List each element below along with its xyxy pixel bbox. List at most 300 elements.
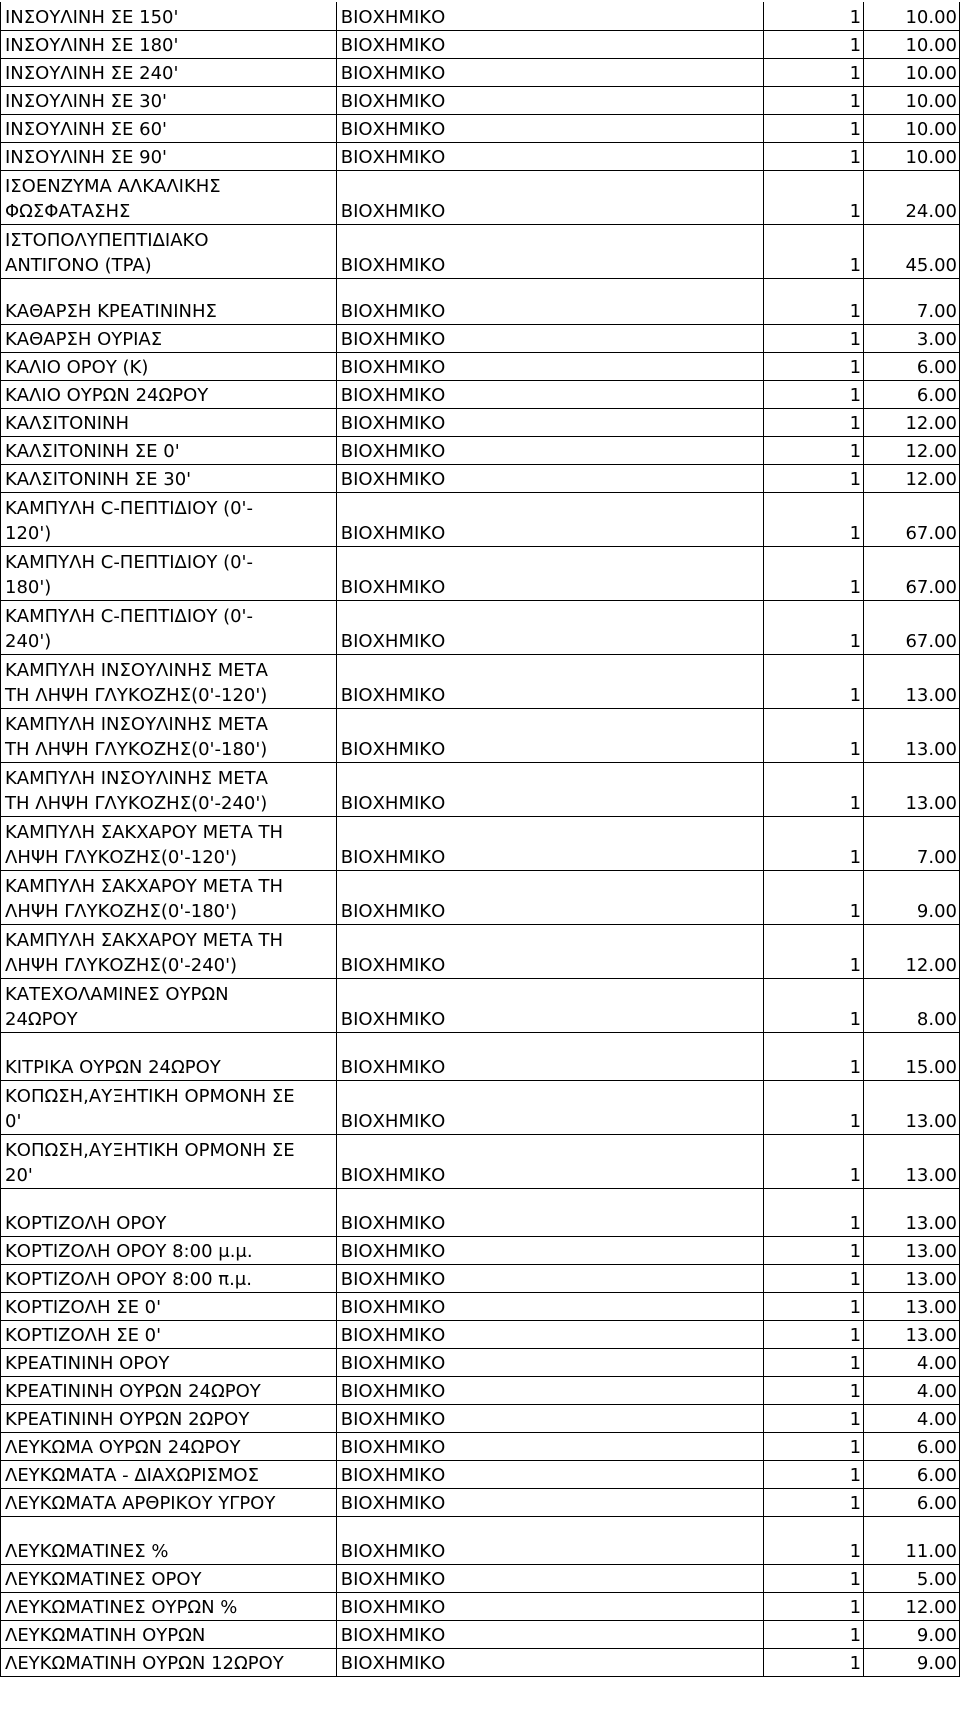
price-cell xyxy=(864,114,960,142)
quantity-cell xyxy=(764,1432,864,1460)
quantity-cell xyxy=(764,1348,864,1376)
quantity-cell xyxy=(764,1320,864,1348)
category-cell xyxy=(336,436,763,464)
quantity-cell xyxy=(764,1264,864,1292)
quantity-text: 1 xyxy=(849,846,862,868)
table-row xyxy=(1,1376,960,1404)
price-text: 13.00 xyxy=(905,1110,957,1132)
quantity-cell xyxy=(764,924,864,978)
exam-name-text: ΚΟΠΩΣΗ,ΑΥΞΗΤΙΚΗ ΟΡΜΟΝΗ ΣΕ 0' xyxy=(5,1085,295,1132)
price-text: 9.00 xyxy=(916,900,957,922)
category-cell xyxy=(336,816,763,870)
exam-name-text: ΚΟΡΤΙΖΟΛΗ ΣΕ 0' xyxy=(5,1296,162,1318)
quantity-text: 1 xyxy=(849,62,862,84)
quantity-cell xyxy=(764,1376,864,1404)
exam-name-cell xyxy=(1,464,337,492)
category-cell xyxy=(336,1376,763,1404)
category-text: ΒΙΟΧΗΜΙΚΟ xyxy=(340,954,446,976)
price-cell xyxy=(864,816,960,870)
price-text: 10.00 xyxy=(905,62,957,84)
table-row xyxy=(1,2,960,30)
exam-name-text: ΙΝΣΟΥΛΙΝΗ ΣΕ 60' xyxy=(5,118,167,140)
category-text: ΒΙΟΧΗΜΙΚΟ xyxy=(340,1624,446,1646)
table-row xyxy=(1,324,960,352)
price-cell xyxy=(864,1292,960,1320)
price-cell xyxy=(864,978,960,1032)
quantity-text: 1 xyxy=(849,1380,862,1402)
category-text: ΒΙΟΧΗΜΙΚΟ xyxy=(340,684,446,706)
category-text: ΒΙΟΧΗΜΙΚΟ xyxy=(340,1540,446,1562)
quantity-text: 1 xyxy=(849,954,862,976)
price-text: 4.00 xyxy=(916,1408,957,1430)
price-cell xyxy=(864,1488,960,1516)
exam-name-text: ΛΕΥΚΩΜΑ ΟΥΡΩΝ 24ΩΡΟΥ xyxy=(5,1436,241,1458)
category-cell xyxy=(336,762,763,816)
exam-name-cell xyxy=(1,816,337,870)
category-cell xyxy=(336,600,763,654)
price-cell xyxy=(864,1404,960,1432)
category-cell xyxy=(336,1348,763,1376)
exam-name-text: ΚΑΜΠΥΛΗ C-ΠΕΠΤΙΔΙΟΥ (0'- 120') xyxy=(5,497,253,544)
price-cell xyxy=(864,1134,960,1188)
price-text: 10.00 xyxy=(905,34,957,56)
category-text: ΒΙΟΧΗΜΙΚΟ xyxy=(340,522,446,544)
price-cell xyxy=(864,1564,960,1592)
category-text: ΒΙΟΧΗΜΙΚΟ xyxy=(340,62,446,84)
exam-name-text: ΚΑΘΑΡΣΗ ΚΡΕΑΤΙΝΙΝΗΣ xyxy=(5,300,217,322)
price-text: 6.00 xyxy=(916,1436,957,1458)
category-text: ΒΙΟΧΗΜΙΚΟ xyxy=(340,1110,446,1132)
category-cell xyxy=(336,1188,763,1236)
exam-name-cell xyxy=(1,492,337,546)
price-cell xyxy=(864,1592,960,1620)
quantity-text: 1 xyxy=(849,522,862,544)
price-text: 13.00 xyxy=(905,1164,957,1186)
quantity-text: 1 xyxy=(849,300,862,322)
table-row xyxy=(1,600,960,654)
exam-name-text: ΚΟΠΩΣΗ,ΑΥΞΗΤΙΚΗ ΟΡΜΟΝΗ ΣΕ 20' xyxy=(5,1139,295,1186)
category-cell xyxy=(336,1264,763,1292)
table-row xyxy=(1,224,960,278)
quantity-text: 1 xyxy=(849,1296,862,1318)
quantity-text: 1 xyxy=(849,468,862,490)
quantity-text: 1 xyxy=(849,1212,862,1234)
category-text: ΒΙΟΧΗΜΙΚΟ xyxy=(340,1408,446,1430)
exam-name-text: ΚΑΜΠΥΛΗ ΣΑΚΧΑΡΟΥ ΜΕΤΑ ΤΗ ΛΗΨΗ ΓΛΥΚΟΖΗΣ(0'-120') xyxy=(5,821,284,868)
quantity-cell xyxy=(764,546,864,600)
category-cell xyxy=(336,1648,763,1676)
exam-name-cell xyxy=(1,2,337,30)
price-cell xyxy=(864,58,960,86)
price-cell xyxy=(864,1620,960,1648)
price-text: 13.00 xyxy=(905,684,957,706)
exam-name-text: ΚΙΤΡΙΚΑ ΟΥΡΩΝ 24ΩΡΟΥ xyxy=(5,1056,221,1078)
table-row xyxy=(1,1236,960,1264)
price-list-table xyxy=(0,2,960,1677)
category-cell xyxy=(336,86,763,114)
category-cell xyxy=(336,1236,763,1264)
exam-name-cell xyxy=(1,1564,337,1592)
exam-name-cell xyxy=(1,1264,337,1292)
exam-name-cell xyxy=(1,708,337,762)
category-text: ΒΙΟΧΗΜΙΚΟ xyxy=(340,34,446,56)
quantity-cell xyxy=(764,352,864,380)
exam-name-cell xyxy=(1,278,337,324)
exam-name-text: ΚΑΤΕΧΟΛΑΜΙΝΕΣ ΟΥΡΩΝ 24ΩΡΟΥ xyxy=(5,983,229,1030)
exam-name-text: ΚΑΜΠΥΛΗ ΣΑΚΧΑΡΟΥ ΜΕΤΑ ΤΗ ΛΗΨΗ ΓΛΥΚΟΖΗΣ(0'-180') xyxy=(5,875,284,922)
category-text: ΒΙΟΧΗΜΙΚΟ xyxy=(340,200,446,222)
exam-name-cell xyxy=(1,1404,337,1432)
quantity-text: 1 xyxy=(849,1164,862,1186)
quantity-cell xyxy=(764,708,864,762)
exam-name-text: ΚΑΛΣΙΤΟΝΙΝΗ ΣΕ 30' xyxy=(5,468,192,490)
table-row xyxy=(1,1292,960,1320)
price-cell xyxy=(864,408,960,436)
category-text: ΒΙΟΧΗΜΙΚΟ xyxy=(340,738,446,760)
quantity-text: 1 xyxy=(849,1268,862,1290)
table-row xyxy=(1,1080,960,1134)
category-text: ΒΙΟΧΗΜΙΚΟ xyxy=(340,1492,446,1514)
category-text: ΒΙΟΧΗΜΙΚΟ xyxy=(340,1164,446,1186)
exam-name-text: ΚΑΜΠΥΛΗ C-ΠΕΠΤΙΔΙΟΥ (0'- 180') xyxy=(5,551,253,598)
quantity-cell xyxy=(764,86,864,114)
price-text: 24.00 xyxy=(905,200,957,222)
quantity-text: 1 xyxy=(849,356,862,378)
table-row xyxy=(1,978,960,1032)
price-text: 12.00 xyxy=(905,468,957,490)
category-text: ΒΙΟΧΗΜΙΚΟ xyxy=(340,1352,446,1374)
quantity-cell xyxy=(764,224,864,278)
quantity-cell xyxy=(764,1080,864,1134)
exam-name-cell xyxy=(1,1592,337,1620)
category-cell xyxy=(336,870,763,924)
price-cell xyxy=(864,600,960,654)
price-cell xyxy=(864,1348,960,1376)
quantity-cell xyxy=(764,654,864,708)
exam-name-text: ΛΕΥΚΩΜΑΤΙΝΕΣ ΟΡΟΥ xyxy=(5,1568,202,1590)
table-row xyxy=(1,1348,960,1376)
exam-name-text: ΚΑΜΠΥΛΗ ΙΝΣΟΥΛΙΝΗΣ ΜΕΤΑ ΤΗ ΛΗΨΗ ΓΛΥΚΟΖΗΣ(0'-240') xyxy=(5,767,268,814)
category-text: ΒΙΟΧΗΜΙΚΟ xyxy=(340,576,446,598)
price-text: 10.00 xyxy=(905,146,957,168)
quantity-cell xyxy=(764,1648,864,1676)
category-text: ΒΙΟΧΗΜΙΚΟ xyxy=(340,1436,446,1458)
category-cell xyxy=(336,1080,763,1134)
exam-name-text: ΚΑΜΠΥΛΗ ΙΝΣΟΥΛΙΝΗΣ ΜΕΤΑ ΤΗ ΛΗΨΗ ΓΛΥΚΟΖΗΣ(0'-120') xyxy=(5,659,268,706)
category-cell xyxy=(336,708,763,762)
price-cell xyxy=(864,1080,960,1134)
table-row xyxy=(1,1460,960,1488)
table-row xyxy=(1,762,960,816)
table-row xyxy=(1,1188,960,1236)
quantity-text: 1 xyxy=(849,1568,862,1590)
quantity-cell xyxy=(764,1236,864,1264)
price-cell xyxy=(864,1236,960,1264)
quantity-cell xyxy=(764,1134,864,1188)
quantity-text: 1 xyxy=(849,254,862,276)
price-cell xyxy=(864,2,960,30)
exam-name-cell xyxy=(1,1292,337,1320)
exam-name-cell xyxy=(1,1236,337,1264)
exam-name-text: ΚΡΕΑΤΙΝΙΝΗ ΟΥΡΩΝ 2ΩΡΟΥ xyxy=(5,1408,250,1430)
category-cell xyxy=(336,1432,763,1460)
table-row xyxy=(1,142,960,170)
category-cell xyxy=(336,492,763,546)
table-row xyxy=(1,278,960,324)
table-row xyxy=(1,1648,960,1676)
category-cell xyxy=(336,1620,763,1648)
exam-name-cell xyxy=(1,1188,337,1236)
exam-name-text: ΚΑΛΙΟ ΟΥΡΩΝ 24ΩΡΟΥ xyxy=(5,384,209,406)
price-cell xyxy=(864,924,960,978)
quantity-cell xyxy=(764,1292,864,1320)
quantity-cell xyxy=(764,600,864,654)
price-cell xyxy=(864,30,960,58)
category-text: ΒΙΟΧΗΜΙΚΟ xyxy=(340,384,446,406)
quantity-text: 1 xyxy=(849,1408,862,1430)
exam-name-text: ΚΑΜΠΥΛΗ ΣΑΚΧΑΡΟΥ ΜΕΤΑ ΤΗ ΛΗΨΗ ΓΛΥΚΟΖΗΣ(0'-240') xyxy=(5,929,284,976)
quantity-text: 1 xyxy=(849,1324,862,1346)
table-row xyxy=(1,114,960,142)
category-text: ΒΙΟΧΗΜΙΚΟ xyxy=(340,1008,446,1030)
price-cell xyxy=(864,1648,960,1676)
exam-name-cell xyxy=(1,380,337,408)
price-cell xyxy=(864,870,960,924)
quantity-cell xyxy=(764,380,864,408)
category-text: ΒΙΟΧΗΜΙΚΟ xyxy=(340,468,446,490)
quantity-cell xyxy=(764,762,864,816)
price-text: 13.00 xyxy=(905,1268,957,1290)
table-row xyxy=(1,30,960,58)
exam-name-cell xyxy=(1,1432,337,1460)
exam-name-text: ΙΝΣΟΥΛΙΝΗ ΣΕ 150' xyxy=(5,6,179,28)
exam-name-cell xyxy=(1,1460,337,1488)
quantity-cell xyxy=(764,114,864,142)
category-cell xyxy=(336,380,763,408)
category-text: ΒΙΟΧΗΜΙΚΟ xyxy=(340,146,446,168)
exam-name-cell xyxy=(1,436,337,464)
price-text: 7.00 xyxy=(916,846,957,868)
exam-name-cell xyxy=(1,58,337,86)
category-cell xyxy=(336,170,763,224)
exam-name-cell xyxy=(1,1488,337,1516)
price-cell xyxy=(864,464,960,492)
exam-name-cell xyxy=(1,1648,337,1676)
quantity-text: 1 xyxy=(849,412,862,434)
quantity-text: 1 xyxy=(849,1464,862,1486)
table-row xyxy=(1,1320,960,1348)
quantity-text: 1 xyxy=(849,630,862,652)
exam-name-text: ΛΕΥΚΩΜΑΤΑ ΑΡΘΡΙΚΟΥ ΥΓΡΟΥ xyxy=(5,1492,276,1514)
quantity-text: 1 xyxy=(849,1352,862,1374)
exam-name-text: ΛΕΥΚΩΜΑΤΙΝΗ ΟΥΡΩΝ xyxy=(5,1624,206,1646)
category-text: ΒΙΟΧΗΜΙΚΟ xyxy=(340,1212,446,1234)
price-text: 9.00 xyxy=(916,1652,957,1674)
price-text: 10.00 xyxy=(905,118,957,140)
category-cell xyxy=(336,408,763,436)
category-cell xyxy=(336,278,763,324)
price-text: 6.00 xyxy=(916,384,957,406)
price-text: 67.00 xyxy=(905,522,957,544)
table-row xyxy=(1,1032,960,1080)
exam-name-cell xyxy=(1,762,337,816)
price-cell xyxy=(864,1188,960,1236)
exam-name-cell xyxy=(1,600,337,654)
table-row xyxy=(1,464,960,492)
quantity-text: 1 xyxy=(849,792,862,814)
category-text: ΒΙΟΧΗΜΙΚΟ xyxy=(340,1568,446,1590)
table-row xyxy=(1,708,960,762)
category-text: ΒΙΟΧΗΜΙΚΟ xyxy=(340,1464,446,1486)
exam-name-text: ΚΑΛΙΟ ΟΡΟΥ (Κ) xyxy=(5,356,149,378)
exam-name-text: ΚΡΕΑΤΙΝΙΝΗ ΟΡΟΥ xyxy=(5,1352,170,1374)
price-cell xyxy=(864,1320,960,1348)
quantity-text: 1 xyxy=(849,1492,862,1514)
price-text: 12.00 xyxy=(905,954,957,976)
table-row xyxy=(1,816,960,870)
exam-name-cell xyxy=(1,654,337,708)
price-text: 11.00 xyxy=(905,1540,957,1562)
quantity-cell xyxy=(764,1564,864,1592)
exam-name-text: ΛΕΥΚΩΜΑΤΑ - ΔΙΑΧΩΡΙΣΜΟΣ xyxy=(5,1464,259,1486)
category-text: ΒΙΟΧΗΜΙΚΟ xyxy=(340,90,446,112)
price-text: 6.00 xyxy=(916,1464,957,1486)
price-text: 7.00 xyxy=(916,300,957,322)
price-text: 13.00 xyxy=(905,738,957,760)
exam-name-cell xyxy=(1,1348,337,1376)
price-text: 10.00 xyxy=(905,6,957,28)
quantity-text: 1 xyxy=(849,146,862,168)
quantity-cell xyxy=(764,1404,864,1432)
quantity-text: 1 xyxy=(849,90,862,112)
price-text: 12.00 xyxy=(905,1596,957,1618)
category-cell xyxy=(336,324,763,352)
exam-name-cell xyxy=(1,142,337,170)
exam-name-text: ΚΡΕΑΤΙΝΙΝΗ ΟΥΡΩΝ 24ΩΡΟΥ xyxy=(5,1380,261,1402)
category-text: ΒΙΟΧΗΜΙΚΟ xyxy=(340,1268,446,1290)
quantity-text: 1 xyxy=(849,34,862,56)
quantity-text: 1 xyxy=(849,118,862,140)
price-cell xyxy=(864,1032,960,1080)
exam-name-text: ΙΣΟΕΝΖΥΜΑ ΑΛΚΑΛΙΚΗΣ ΦΩΣΦΑΤΑΣΗΣ xyxy=(5,175,221,222)
price-text: 13.00 xyxy=(905,1240,957,1262)
exam-name-cell xyxy=(1,114,337,142)
price-cell xyxy=(864,492,960,546)
category-text: ΒΙΟΧΗΜΙΚΟ xyxy=(340,328,446,350)
quantity-text: 1 xyxy=(849,1056,862,1078)
category-cell xyxy=(336,546,763,600)
price-cell xyxy=(864,380,960,408)
category-text: ΒΙΟΧΗΜΙΚΟ xyxy=(340,1380,446,1402)
quantity-cell xyxy=(764,436,864,464)
exam-name-cell xyxy=(1,870,337,924)
table-row xyxy=(1,1134,960,1188)
category-text: ΒΙΟΧΗΜΙΚΟ xyxy=(340,118,446,140)
category-text: ΒΙΟΧΗΜΙΚΟ xyxy=(340,630,446,652)
exam-name-text: ΚΟΡΤΙΖΟΛΗ ΣΕ 0' xyxy=(5,1324,162,1346)
category-text: ΒΙΟΧΗΜΙΚΟ xyxy=(340,356,446,378)
exam-name-text: ΙΝΣΟΥΛΙΝΗ ΣΕ 90' xyxy=(5,146,167,168)
exam-name-cell xyxy=(1,1376,337,1404)
exam-name-text: ΙΝΣΟΥΛΙΝΗ ΣΕ 30' xyxy=(5,90,167,112)
quantity-text: 1 xyxy=(849,6,862,28)
quantity-cell xyxy=(764,1460,864,1488)
price-text: 6.00 xyxy=(916,1492,957,1514)
table-row xyxy=(1,380,960,408)
exam-name-text: ΚΟΡΤΙΖΟΛΗ ΟΡΟΥ 8:00 π.μ. xyxy=(5,1268,252,1290)
quantity-cell xyxy=(764,492,864,546)
exam-name-cell xyxy=(1,1516,337,1564)
quantity-cell xyxy=(764,870,864,924)
category-cell xyxy=(336,464,763,492)
table-row xyxy=(1,436,960,464)
price-text: 15.00 xyxy=(905,1056,957,1078)
price-cell xyxy=(864,86,960,114)
quantity-text: 1 xyxy=(849,738,862,760)
table-row xyxy=(1,352,960,380)
quantity-cell xyxy=(764,408,864,436)
quantity-text: 1 xyxy=(849,576,862,598)
exam-name-cell xyxy=(1,224,337,278)
table-row xyxy=(1,1488,960,1516)
category-text: ΒΙΟΧΗΜΙΚΟ xyxy=(340,900,446,922)
category-cell xyxy=(336,1488,763,1516)
price-cell xyxy=(864,436,960,464)
table-row xyxy=(1,1264,960,1292)
price-cell xyxy=(864,170,960,224)
quantity-text: 1 xyxy=(849,1540,862,1562)
exam-name-cell xyxy=(1,924,337,978)
category-cell xyxy=(336,654,763,708)
exam-name-text: ΚΑΛΣΙΤΟΝΙΝΗ ΣΕ 0' xyxy=(5,440,180,462)
price-cell xyxy=(864,654,960,708)
price-cell xyxy=(864,1432,960,1460)
exam-name-text: ΚΑΜΠΥΛΗ C-ΠΕΠΤΙΔΙΟΥ (0'- 240') xyxy=(5,605,253,652)
quantity-cell xyxy=(764,978,864,1032)
quantity-cell xyxy=(764,1032,864,1080)
table-row xyxy=(1,1564,960,1592)
quantity-text: 1 xyxy=(849,1110,862,1132)
price-text: 12.00 xyxy=(905,440,957,462)
price-text: 67.00 xyxy=(905,576,957,598)
price-text: 12.00 xyxy=(905,412,957,434)
price-text: 10.00 xyxy=(905,90,957,112)
table-row xyxy=(1,1404,960,1432)
quantity-cell xyxy=(764,1188,864,1236)
category-text: ΒΙΟΧΗΜΙΚΟ xyxy=(340,1296,446,1318)
category-cell xyxy=(336,1516,763,1564)
exam-name-cell xyxy=(1,978,337,1032)
price-text: 13.00 xyxy=(905,1296,957,1318)
category-text: ΒΙΟΧΗΜΙΚΟ xyxy=(340,254,446,276)
category-cell xyxy=(336,1032,763,1080)
price-cell xyxy=(864,142,960,170)
price-text: 67.00 xyxy=(905,630,957,652)
quantity-text: 1 xyxy=(849,1624,862,1646)
category-text: ΒΙΟΧΗΜΙΚΟ xyxy=(340,1652,446,1674)
price-cell xyxy=(864,1460,960,1488)
quantity-cell xyxy=(764,1516,864,1564)
category-cell xyxy=(336,1592,763,1620)
exam-name-cell xyxy=(1,408,337,436)
exam-name-text: ΙΝΣΟΥΛΙΝΗ ΣΕ 180' xyxy=(5,34,179,56)
category-cell xyxy=(336,30,763,58)
category-text: ΒΙΟΧΗΜΙΚΟ xyxy=(340,1240,446,1262)
exam-name-cell xyxy=(1,30,337,58)
exam-name-cell xyxy=(1,352,337,380)
exam-name-cell xyxy=(1,1620,337,1648)
category-cell xyxy=(336,1460,763,1488)
